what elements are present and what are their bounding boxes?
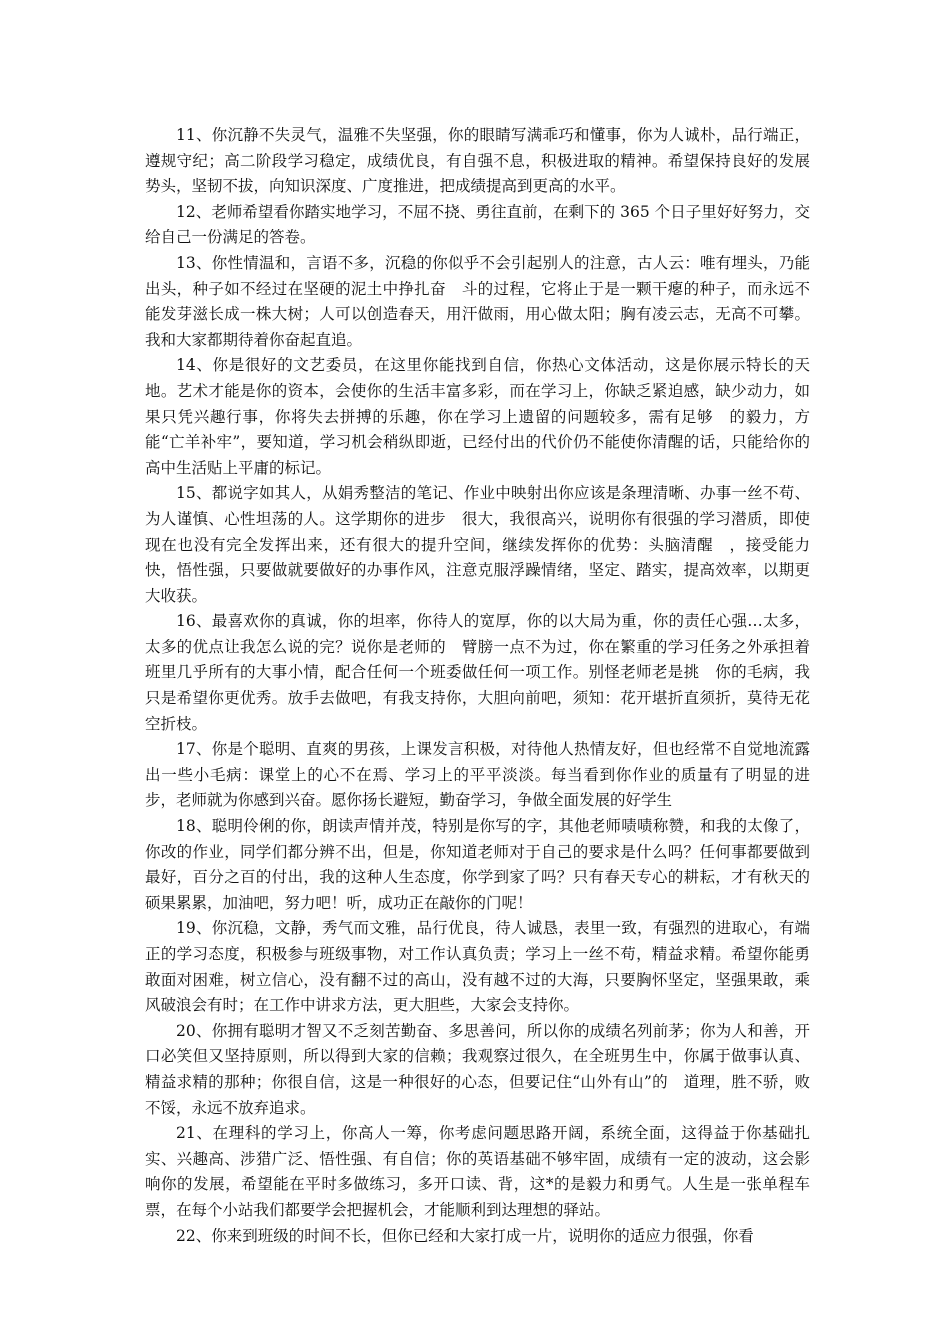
comment-paragraph-22: 22、你来到班级的时间不长，但你已经和大家打成一片，说明你的适应力很强，你看 (176, 1226, 754, 1245)
comment-paragraph-20: 20、你拥有聪明才智又不乏刻苦勤奋、多思善问，所以你的成绩名列前茅；你为人和善，开口必笑但又坚持原则，所以得到大家的信赖；我观察过很久，在全班男生中，你属于做事认真、精益求精的那种；你很自信，这是一种很好的心态，但要记住“山外有山”的 道理，胜不骄，败不馁，永远不放弃追求。 (145, 1021, 810, 1117)
comment-paragraph-16: 16、最喜欢你的真诚，你的坦率，你待人的宽厚，你的以大局为重，你的责任心强…太多，太多的优点让我怎么说的完？说你是老师的 臂膀一点不为过，你在繁重的学习任务之外承担着班里几乎所有的大事小情，配合任何一个班委做任何一项工作。别怪老师老是挑 你的毛病，我只是希望你更优秀。放手去做吧，有我支持你，大胆向前吧，须知：花开堪折直须折，莫待无花空折枝。 (145, 612, 810, 733)
comment-paragraph-19: 19、你沉稳，文静，秀气而文雅，品行优良，待人诚恳，表里一致，有强烈的进取心，有端正的学习态度，积极参与班级事物，对工作认真负责；学习上一丝不苟，精益求精。希望你能勇敢面对困难，树立信心，没有翻不过的高山，没有越不过的大海，只要胸怀坚定，坚强果敢，乘风破浪会有时；在工作中讲求方法，更大胆些，大家会支持你。 (145, 919, 810, 1015)
comment-paragraph-18: 18、聪明伶俐的你，朗读声情并茂，特别是你写的字，其他老师啧啧称赞，和我的太像了，你改的作业，同学们都分辨不出，但是，你知道老师对于自己的要求是什么吗？任何事都要做到最好，百分之百的付出，我的这种人生态度，你学到家了吗？只有春天专心的耕耘，才有秋天的硕果累累，加油吧，努力吧！听，成功正在敲你的门呢！ (145, 817, 810, 912)
comment-paragraph-21: 21、在理科的学习上，你高人一筹，你考虑问题思路开阔，系统全面，这得益于你基础扎实、兴趣高、涉猎广泛、悟性强、有自信；你的英语基础不够牢固，成绩有一定的波动，这会影响你的发展，希望能在平时多做练习，多开口读、背，这*的是毅力和勇气。人生是一张单程车票，在每个小站我们都要学会把握机会，才能顺利到达理想的驿站。 (145, 1124, 810, 1219)
comment-paragraph-11: 11、你沉静不失灵气，温雅不失坚强，你的眼睛写满乖巧和懂事，你为人诚朴，品行端正，遵规守纪；高二阶段学习稳定，成绩优良，有自强不息，积极进取的精神。希望保持良好的发展势头，坚韧不拔，向知识深度、广度推进，把成绩提高到更高的水平。 (145, 126, 810, 196)
comment-paragraph-15: 15、都说字如其人，从娟秀整洁的笔记、作业中映射出你应该是条理清晰、办事一丝不苟、为人谨慎、心性坦荡的人。这学期你的进步 很大，我很高兴，说明你有很强的学习潜质，即使现在也没有完全发挥出来，还有很大的提升空间，继续发挥你的优势：头脑清醒 ，接受能力快，悟性强，只要做就要做好的办事作风，注意克服浮躁情绪，坚定、踏实，提高效率，以期更大收获。 (145, 484, 810, 605)
document-body (145, 123, 810, 1249)
comment-paragraph-13: 13、你性情温和，言语不多，沉稳的你似乎不会引起别人的注意，古人云：唯有埋头，乃能出头，种子如不经过在坚硬的泥土中挣扎奋 斗的过程，它将止于是一颗干瘪的种子，而永远不能发芽滋长成一株大树；人可以创造春天，用汗做雨，用心做太阳；胸有凌云志，无高不可攀。我和大家都期待着你奋起直追。 (145, 253, 810, 349)
comment-paragraph-12: 12、老师希望看你踏实地学习，不屈不挠、勇往直前，在剩下的 365 个日子里好好努力，交给自己一份满足的答卷。 (145, 202, 810, 247)
comment-paragraph-17: 17、你是个聪明、直爽的男孩，上课发言积极，对待他人热情友好，但也经常不自觉地流露出一些小毛病：课堂上的心不在焉、学习上的平平淡淡。每当看到你作业的质量有了明显的进步，老师就为你感到兴奋。愿你扬长避短，勤奋学习，争做全面发展的好学生 (145, 740, 810, 810)
comment-paragraph-14: 14、你是很好的文艺委员，在这里你能找到自信，你热心文体活动，这是你展示特长的天地。艺术才能是你的资本，会使你的生活丰富多彩，而在学习上，你缺乏紧迫感，缺少动力，如果只凭兴趣行事，你将失去拼搏的乐趣，你在学习上遗留的问题较多，需有足够 的毅力，方能“亡羊补牢”，要知道，学习机会稍纵即逝，已经付出的代价仍不能使你清醒的话，只能给你的高中生活贴上平庸的标记。 (145, 356, 810, 477)
